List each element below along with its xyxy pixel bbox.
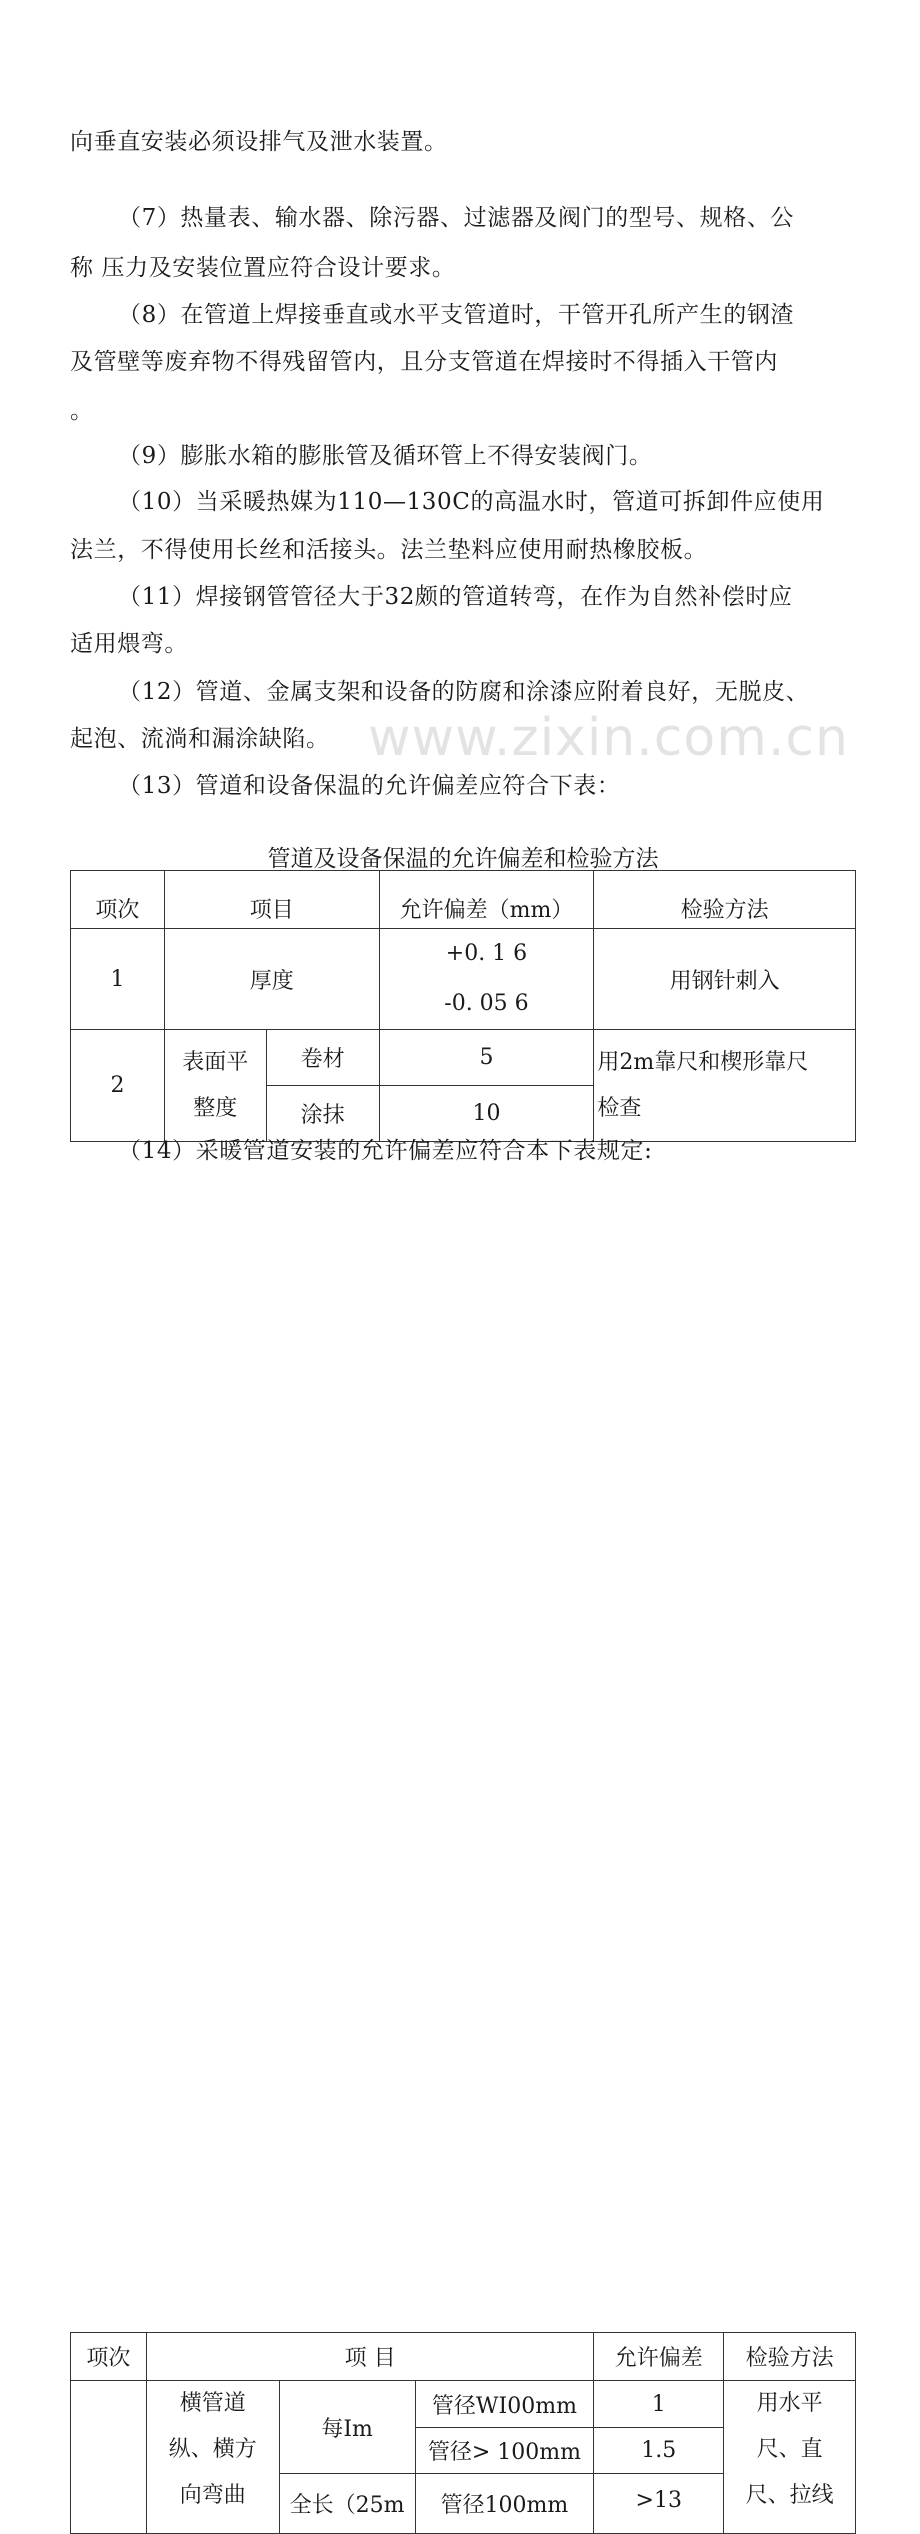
tolerance-cell: >13: [594, 2474, 724, 2534]
paragraph-line: 法兰，不得使用长丝和活接头。法兰垫料应使用耐热橡胶板。: [70, 537, 708, 563]
item-line: 表面平: [182, 1049, 249, 1075]
row-number: [71, 2381, 147, 2534]
item-cell: [146, 2381, 279, 2534]
method-line: 用2m靠尺和楔形靠尺: [597, 1049, 809, 1075]
item-line: 向弯曲: [179, 2483, 246, 2508]
paragraph-line: （13）管道和设备保温的允许偏差应符合下表：: [118, 773, 621, 799]
paragraph-line: （12）管道、金属支架和设备的防腐和涂漆应附着良好，无脱皮、: [118, 679, 810, 705]
header-cell: 项 目: [146, 2333, 593, 2381]
paragraph-line: （10）当采暖热媒为110—130C的高温水时，管道可拆卸件应使用: [118, 489, 825, 515]
header-cell: 检验方法: [594, 871, 856, 929]
paragraph-line: 及管壁等废弃物不得残留管内，且分支管道在焊接时不得插入干管内: [70, 349, 778, 375]
subitem-cell: 每Im: [279, 2381, 415, 2474]
paragraph-line: （14）采暖管道安装的允许偏差应符合本下表规定:: [118, 1138, 653, 1164]
table-caption: 管道及设备保温的允许偏差和检验方法: [267, 846, 659, 872]
subitem-cell: 卷材: [266, 1030, 379, 1086]
subitem-cell: 全长（25m: [279, 2474, 415, 2534]
header-cell: 项次: [71, 2333, 147, 2381]
method-line: 尺、拉线: [745, 2483, 834, 2508]
spec-cell: 管径> 100mm: [415, 2428, 594, 2474]
paragraph-line: （8）在管道上焊接垂直或水平支管道时，干管开孔所产生的钢渣: [118, 302, 795, 328]
paragraph-line: （11）焊接钢管管径大于32颇的管道转弯，在作为自然补偿时应: [118, 584, 793, 610]
table-clip: [0, 1166, 920, 2518]
header-cell: 项目: [164, 871, 379, 929]
method-line: 检查: [597, 1095, 642, 1121]
method-line: 用水平: [756, 2391, 823, 2416]
watermark: www.zixin.com.cn: [368, 708, 849, 768]
item-line: 纵、横方: [168, 2437, 257, 2462]
item-line: 横管道: [179, 2391, 246, 2416]
tolerance-cell: 1: [594, 2381, 724, 2428]
method-cell: [594, 1030, 856, 1142]
method-cell: 用钢针刺入: [594, 929, 856, 1030]
method-cell: [724, 2381, 856, 2534]
item-line: 整度: [193, 1095, 238, 1121]
heating-pipe-tolerance-table: [70, 2332, 856, 2534]
item-cell: [164, 1030, 266, 1142]
spec-cell: 管径WI00mm: [415, 2381, 594, 2428]
tolerance-minus: -0. 05 6: [444, 991, 529, 1016]
item-cell: 厚度: [164, 929, 379, 1030]
paragraph-line: 。: [70, 398, 94, 424]
insulation-tolerance-table: [70, 870, 856, 1142]
header-cell: 检验方法: [724, 2333, 856, 2381]
header-cell: 允许偏差（mm）: [379, 871, 594, 929]
paragraph-line: 称 压力及安装位置应符合设计要求。: [70, 255, 456, 281]
tolerance-cell: 1.5: [594, 2428, 724, 2474]
header-cell: 项次: [71, 871, 165, 929]
tolerance-cell: 5: [379, 1030, 594, 1086]
paragraph-line: （9）膨胀水箱的膨胀管及循环管上不得安装阀门。: [118, 443, 653, 469]
paragraph-line: （7）热量表、输水器、除污器、过滤器及阀门的型号、规格、公: [118, 205, 795, 231]
row-number: 2: [71, 1030, 165, 1142]
row-number: 1: [71, 929, 165, 1030]
method-line: 尺、直: [756, 2437, 823, 2462]
paragraph-line: 向垂直安装必须设排气及泄水装置。: [70, 129, 448, 155]
tolerance-cell: 10: [379, 1086, 594, 1142]
tolerance-cell: [379, 929, 594, 1030]
header-cell: 允许偏差: [594, 2333, 724, 2381]
subitem-cell: 涂抹: [266, 1086, 379, 1142]
spec-cell: 管径100mm: [415, 2474, 594, 2534]
paragraph-line: 适用煨弯。: [70, 631, 188, 657]
paragraph-line: 起泡、流淌和漏涂缺陷。: [70, 726, 330, 752]
tolerance-plus: +0. 1 6: [445, 941, 528, 966]
